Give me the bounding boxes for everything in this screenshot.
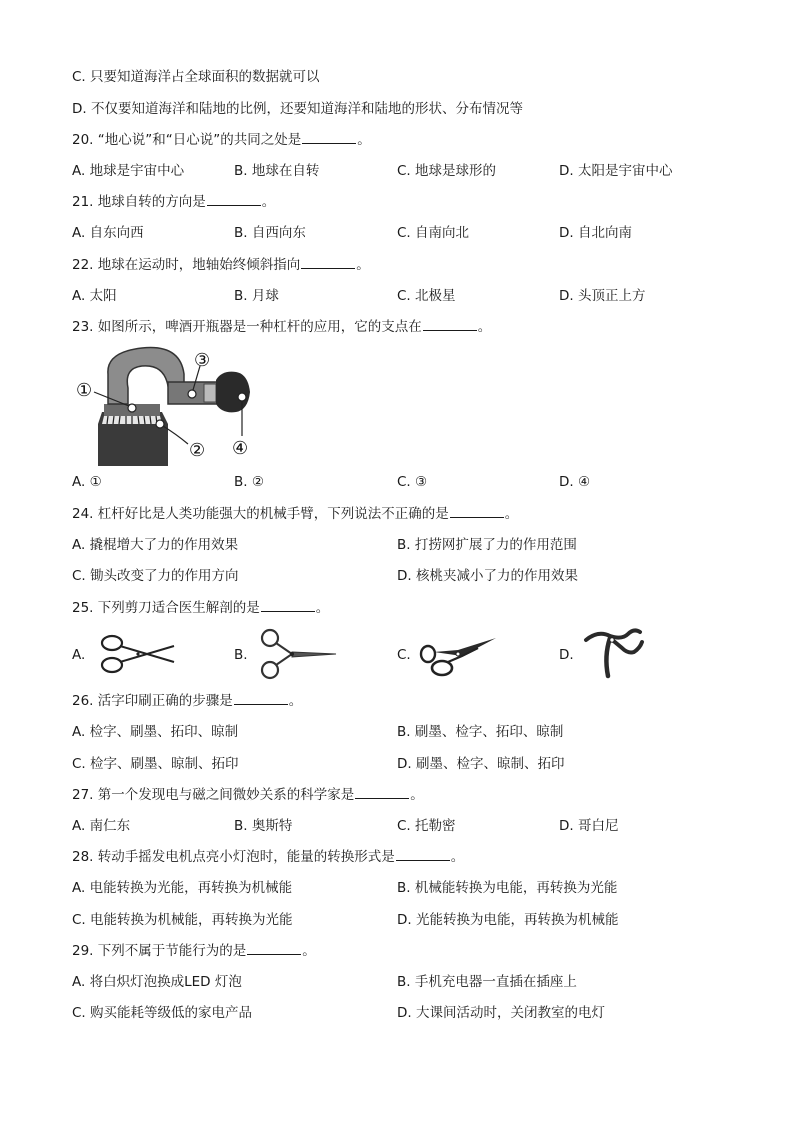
q27-option-a: A. 南仁东	[72, 818, 131, 834]
q29-option-a: A. 将白炽灯泡换成LED 灯泡	[72, 974, 242, 990]
q26-option-a: A. 检字、刷墨、拓印、晾制	[72, 724, 239, 740]
scissors-c-icon	[418, 634, 498, 678]
q28-option-d: D. 光能转换为电能，再转换为机械能	[397, 912, 619, 928]
q20-option-a: A. 地球是宇宙中心	[72, 163, 185, 179]
label-4: ④	[232, 438, 249, 459]
q25-option-d: D.	[559, 647, 574, 663]
q28-stem: 28. 转动手摇发电机点亮小灯泡时，能量的转换形式是 。	[72, 849, 465, 865]
q19-option-c: C. 只要知道海洋占全球面积的数据就可以	[72, 69, 320, 85]
q22-option-b: B. 月球	[234, 288, 279, 304]
bottle-opener-figure	[72, 344, 272, 466]
opener-handle	[216, 372, 250, 413]
q20-stem: 20. “地心说”和“日心说”的共同之处是 。	[72, 132, 371, 148]
q21-option-a: A. 自东向西	[72, 225, 144, 241]
q24-option-a: A. 撬棍增大了力的作用效果	[72, 537, 239, 553]
answer-blank	[247, 942, 301, 955]
q28-option-a: A. 电能转换为光能，再转换为机械能	[72, 880, 293, 896]
answer-blank	[234, 692, 288, 705]
label-2: ②	[189, 440, 206, 461]
q27-stem: 27. 第一个发现电与磁之间微妙关系的科学家是 。	[72, 787, 424, 803]
q24-option-b: B. 打捞网扩展了力的作用范围	[397, 537, 577, 553]
opener-joint	[204, 384, 216, 402]
answer-blank	[450, 505, 504, 518]
q28-option-c: C. 电能转换为机械能，再转换为光能	[72, 912, 293, 928]
q29-option-c: C. 购买能耗等级低的家电产品	[72, 1005, 253, 1021]
q24-stem: 24. 杠杆好比是人类功能强大的机械手臂，下列说法不正确的是 。	[72, 506, 519, 522]
scissors-a-icon	[98, 632, 176, 676]
q25-option-c: C.	[397, 647, 411, 663]
q28-option-b: B. 机械能转换为电能，再转换为光能	[397, 880, 618, 896]
q19-option-d: D. 不仅要知道海洋和陆地的比例，还要知道海洋和陆地的形状、分布情况等	[72, 101, 523, 117]
q22-option-d: D. 头顶正上方	[559, 288, 646, 304]
answer-blank	[301, 256, 355, 269]
q23-stem: 23. 如图所示，啤酒开瓶器是一种杠杆的应用，它的支点在 。	[72, 319, 492, 335]
q29-option-d: D. 大课间活动时，关闭教室的电灯	[397, 1005, 605, 1021]
q21-option-b: B. 自西向东	[234, 225, 306, 241]
label-1: ①	[76, 380, 93, 401]
q21-option-d: D. 自北向南	[559, 225, 632, 241]
marker-dot-4	[238, 393, 246, 401]
q26-option-d: D. 刷墨、检字、晾制、拓印	[397, 756, 565, 772]
q22-option-a: A. 太阳	[72, 288, 117, 304]
q22-option-c: C. 北极星	[397, 288, 456, 304]
q25-stem: 25. 下列剪刀适合医生解剖的是 。	[72, 600, 330, 616]
scissors-b-icon	[258, 628, 338, 680]
q25-option-a: A.	[72, 647, 86, 663]
q27-option-b: B. 奥斯特	[234, 818, 293, 834]
q21-option-c: C. 自南向北	[397, 225, 470, 241]
q29-option-b: B. 手机充电器一直插在插座上	[397, 974, 577, 990]
marker-dot-1	[128, 404, 136, 412]
q29-stem: 29. 下列不属于节能行为的是 。	[72, 943, 316, 959]
answer-blank	[423, 318, 477, 331]
q23-option-a: A. ①	[72, 474, 102, 490]
q27-option-c: C. 托勒密	[397, 818, 456, 834]
label-3: ③	[194, 350, 211, 371]
marker-dot-2	[156, 420, 164, 428]
q22-stem: 22. 地球在运动时，地轴始终倾斜指向 。	[72, 257, 370, 273]
answer-blank	[355, 786, 409, 799]
answer-blank	[261, 599, 315, 612]
marker-dot-3	[188, 390, 196, 398]
q24-option-c: C. 锄头改变了力的作用方向	[72, 568, 239, 584]
q23-option-d: D. ④	[559, 474, 591, 490]
q20-option-b: B. 地球在自转	[234, 163, 320, 179]
q26-option-b: B. 刷墨、检字、拓印、晾制	[397, 724, 564, 740]
scissors-d-icon	[578, 626, 648, 682]
q20-option-c: C. 地球是球形的	[397, 163, 497, 179]
q20-option-d: D. 太阳是宇宙中心	[559, 163, 673, 179]
q23-option-c: C. ③	[397, 474, 428, 490]
q26-stem: 26. 活字印刷正确的步骤是 。	[72, 693, 303, 709]
q26-option-c: C. 检字、刷墨、晾制、拓印	[72, 756, 239, 772]
q27-option-d: D. 哥白尼	[559, 818, 619, 834]
answer-blank	[207, 193, 261, 206]
q24-option-d: D. 核桃夹减小了力的作用效果	[397, 568, 578, 584]
q25-option-b: B.	[234, 647, 248, 663]
q23-option-b: B. ②	[234, 474, 264, 490]
answer-blank	[396, 848, 450, 861]
q21-stem: 21. 地球自转的方向是 。	[72, 194, 276, 210]
answer-blank	[302, 131, 356, 144]
